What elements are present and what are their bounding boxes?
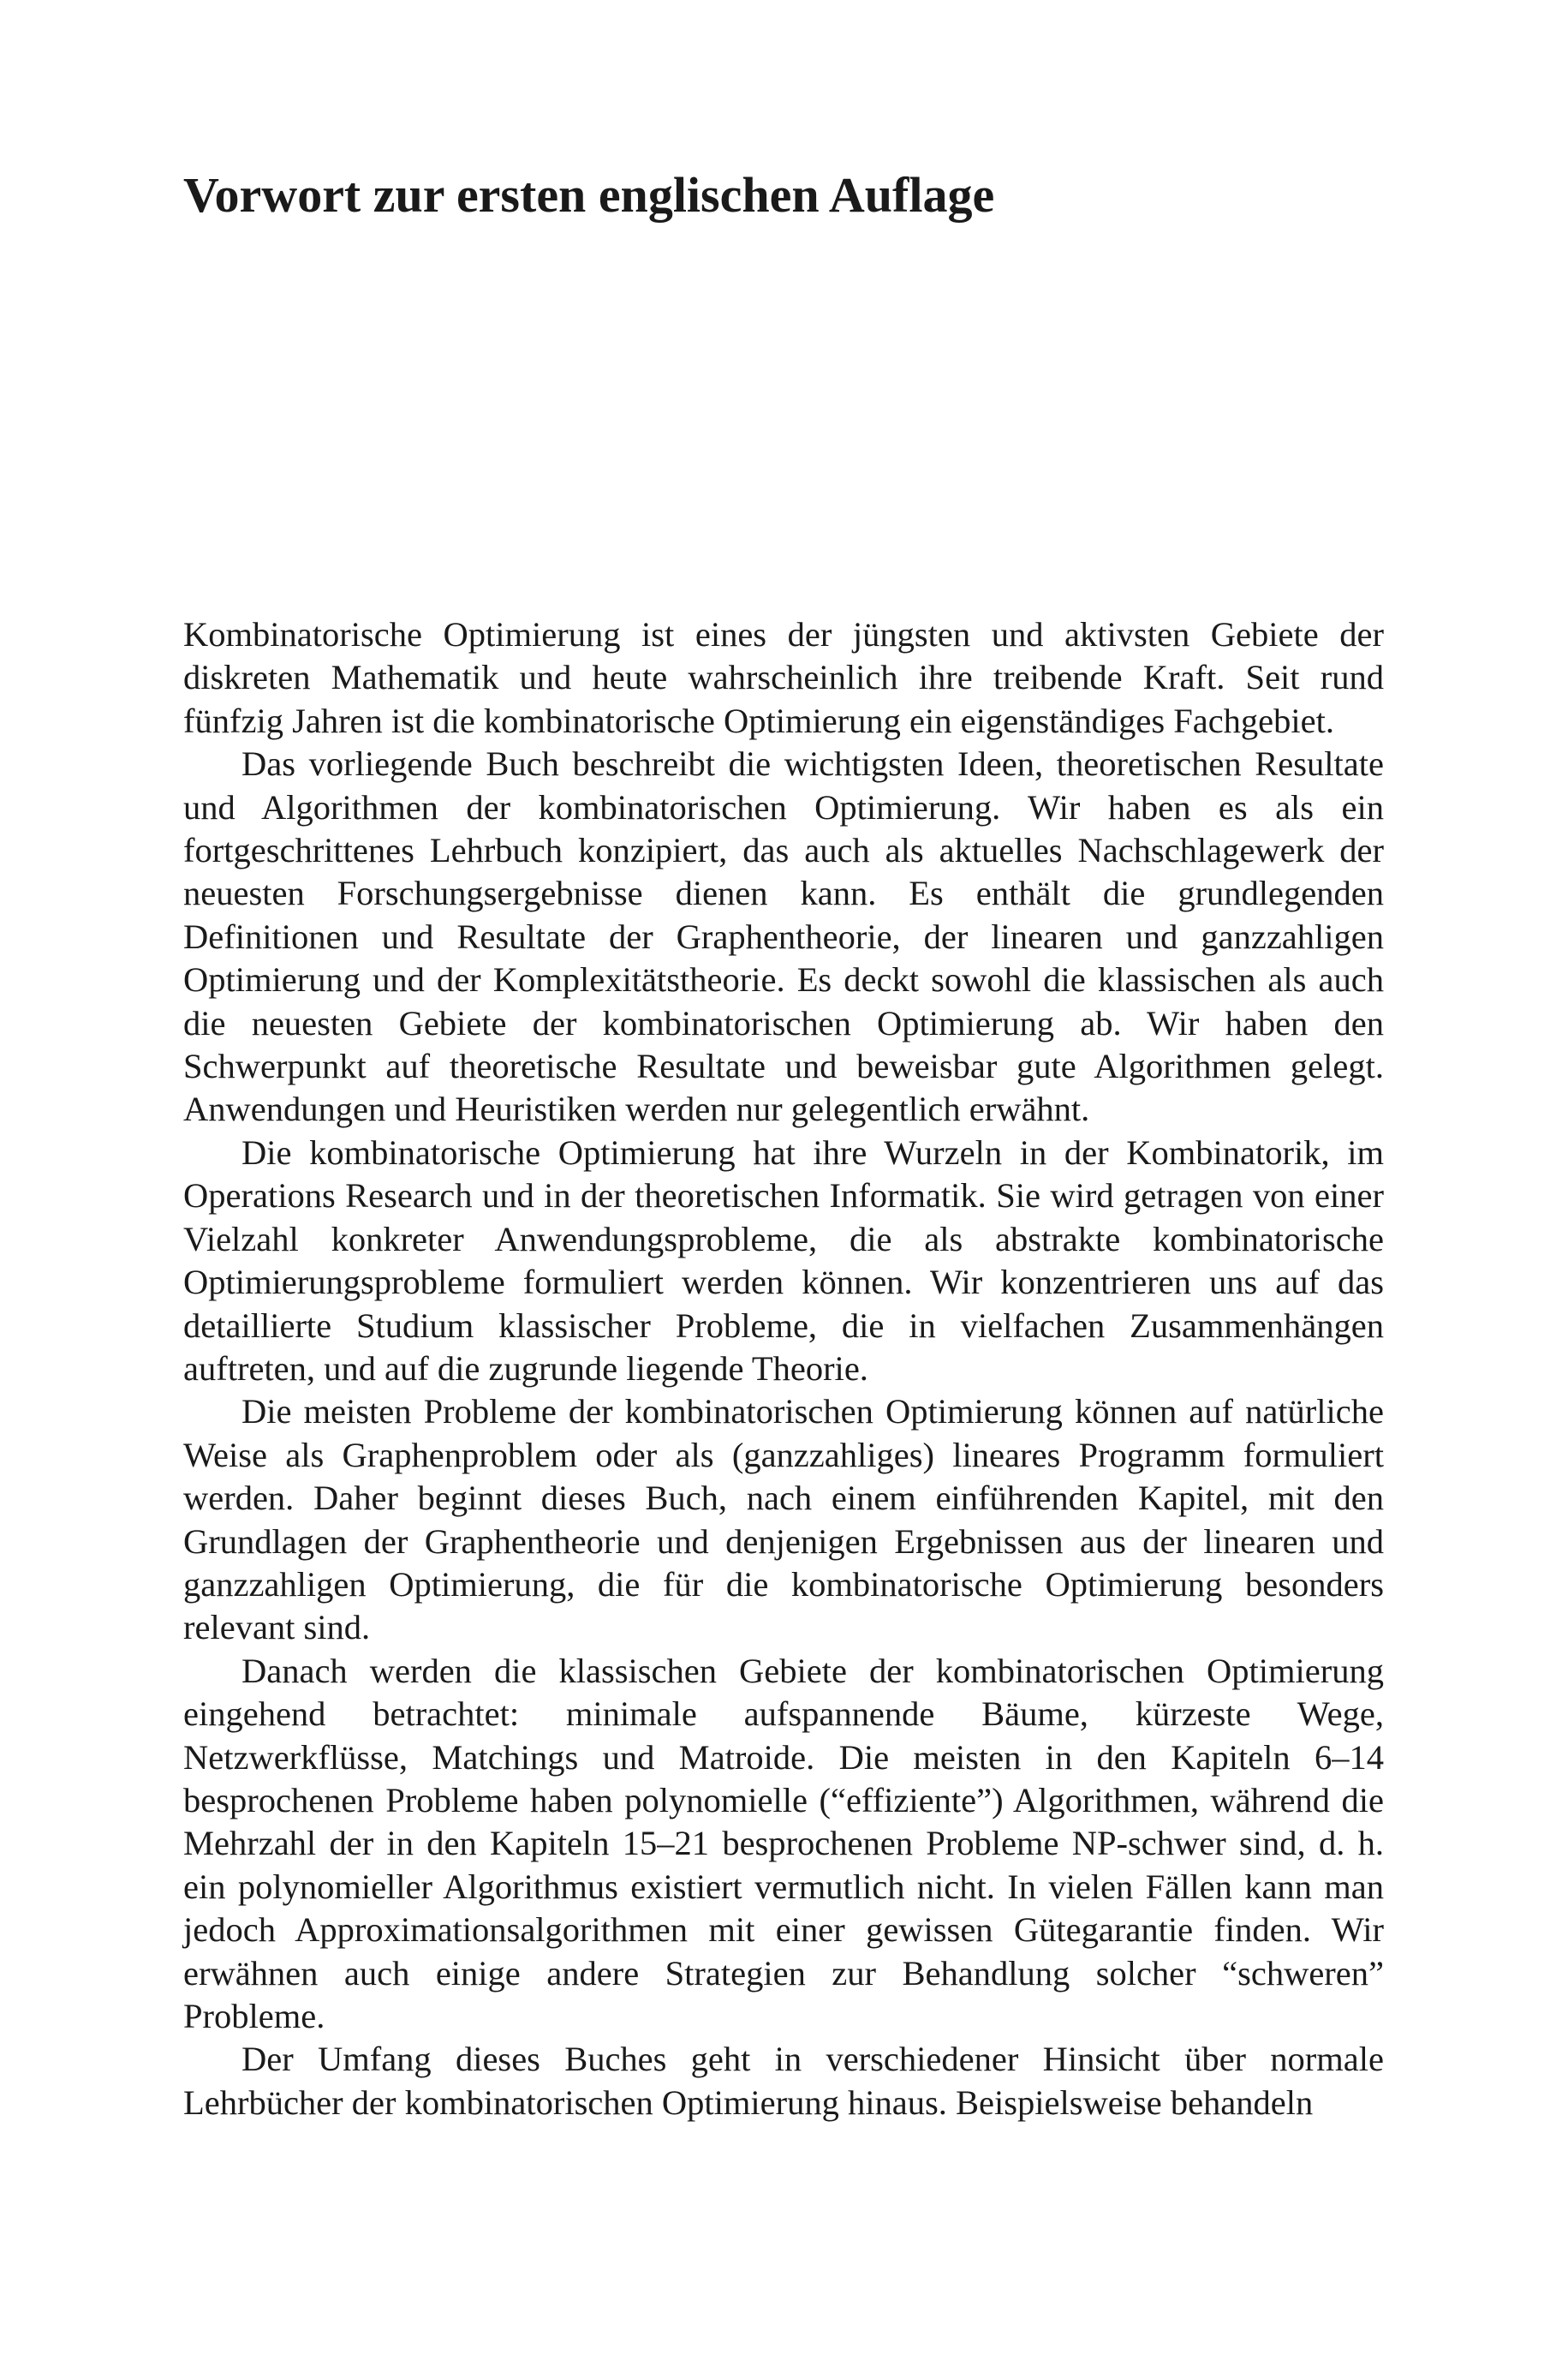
paragraph-4: Die meisten Probleme der kombinatorischen Optimierung können auf natürliche Weise als Graphenproblem oder als (ganzzahliges) lineares Programm formuliert werden. Daher beginnt dieses Buch, nach einem einführenden Kapitel, mit den Grundlagen der Graphentheorie und denjenigen Ergebnissen aus der linearen und ganzzahligen Optimierung, die für die kombinatorische Optimierung besonders relevant sind. [183,1392,1384,1647]
paragraph-5: Danach werden die klassischen Gebiete der kombinatorischen Optimierung eingehend betrachtet: minimale aufspannende Bäume, kürzeste Wege, Netzwerkflüsse, Matchings und Matroide. Die meisten in den Kapiteln 6–14 besprochenen Probleme haben polynomielle (“effiziente”) Algorithmen, während die Mehrzahl der in den Kapiteln 15–21 besprochenen Probleme NP-schwer sind, d. h. ein polynomieller Algorithmus existiert vermutlich nicht. In vielen Fällen kann man jedoch Approximationsalgorithmen mit einer gewissen Gütegarantie finden. Wir erwähnen auch einige andere Strategien zur Behandlung solcher “schweren” Probleme. [183,1651,1384,2035]
paragraph-6: Der Umfang dieses Buches geht in verschiedener Hinsicht über normale Lehrbücher der kombinatorischen Optimierung hinaus. Beispielsweise behandeln [183,2040,1384,2122]
paragraph-2: Das vorliegende Buch beschreibt die wichtigsten Ideen, theoretischen Resultate und Algorithmen der kombinatorischen Optimierung. Wir haben es als ein fortgeschrittenes Lehrbuch konzipiert, das auch als aktuelles Nachschlagewerk der neuesten Forschungsergebnisse dienen kann. Es enthält die grundlegenden Definitionen und Resultate der Graphentheorie, der linearen und ganzzahligen Optimierung und der Komplexitätstheorie. Es deckt sowohl die klassischen als auch die neuesten Gebiete der kombinatorischen Optimierung ab. Wir haben den Schwerpunkt auf theoretische Resultate und beweisbar gute Algorithmen gelegt. Anwendungen und Heuristiken werden nur gelegentlich erwähnt. [183,744,1384,1129]
chapter-title: Vorwort zur ersten englischen Auflage [183,167,995,223]
paragraph-1: Kombinatorische Optimierung ist eines der jüngsten und aktivsten Gebiete der diskreten Mathematik und heute wahrscheinlich ihre treibende Kraft. Seit rund fünfzig Jahren ist die kombinatorische Optimierung ein eigenständiges Fachgebiet. [183,615,1384,740]
body-text [183,613,1384,2124]
paragraph-3: Die kombinatorische Optimierung hat ihre Wurzeln in der Kombinatorik, im Operations Research und in der theoretischen Informatik. Sie wird getragen von einer Vielzahl konkreter Anwendungsprobleme, die als abstrakte kombinatorische Optimierungsprobleme formuliert werden können. Wir konzentrieren uns auf das detaillierte Studium klassischer Probleme, die in vielfachen Zusammenhängen auftreten, und auf die zugrunde liegende Theorie. [183,1132,1384,1388]
